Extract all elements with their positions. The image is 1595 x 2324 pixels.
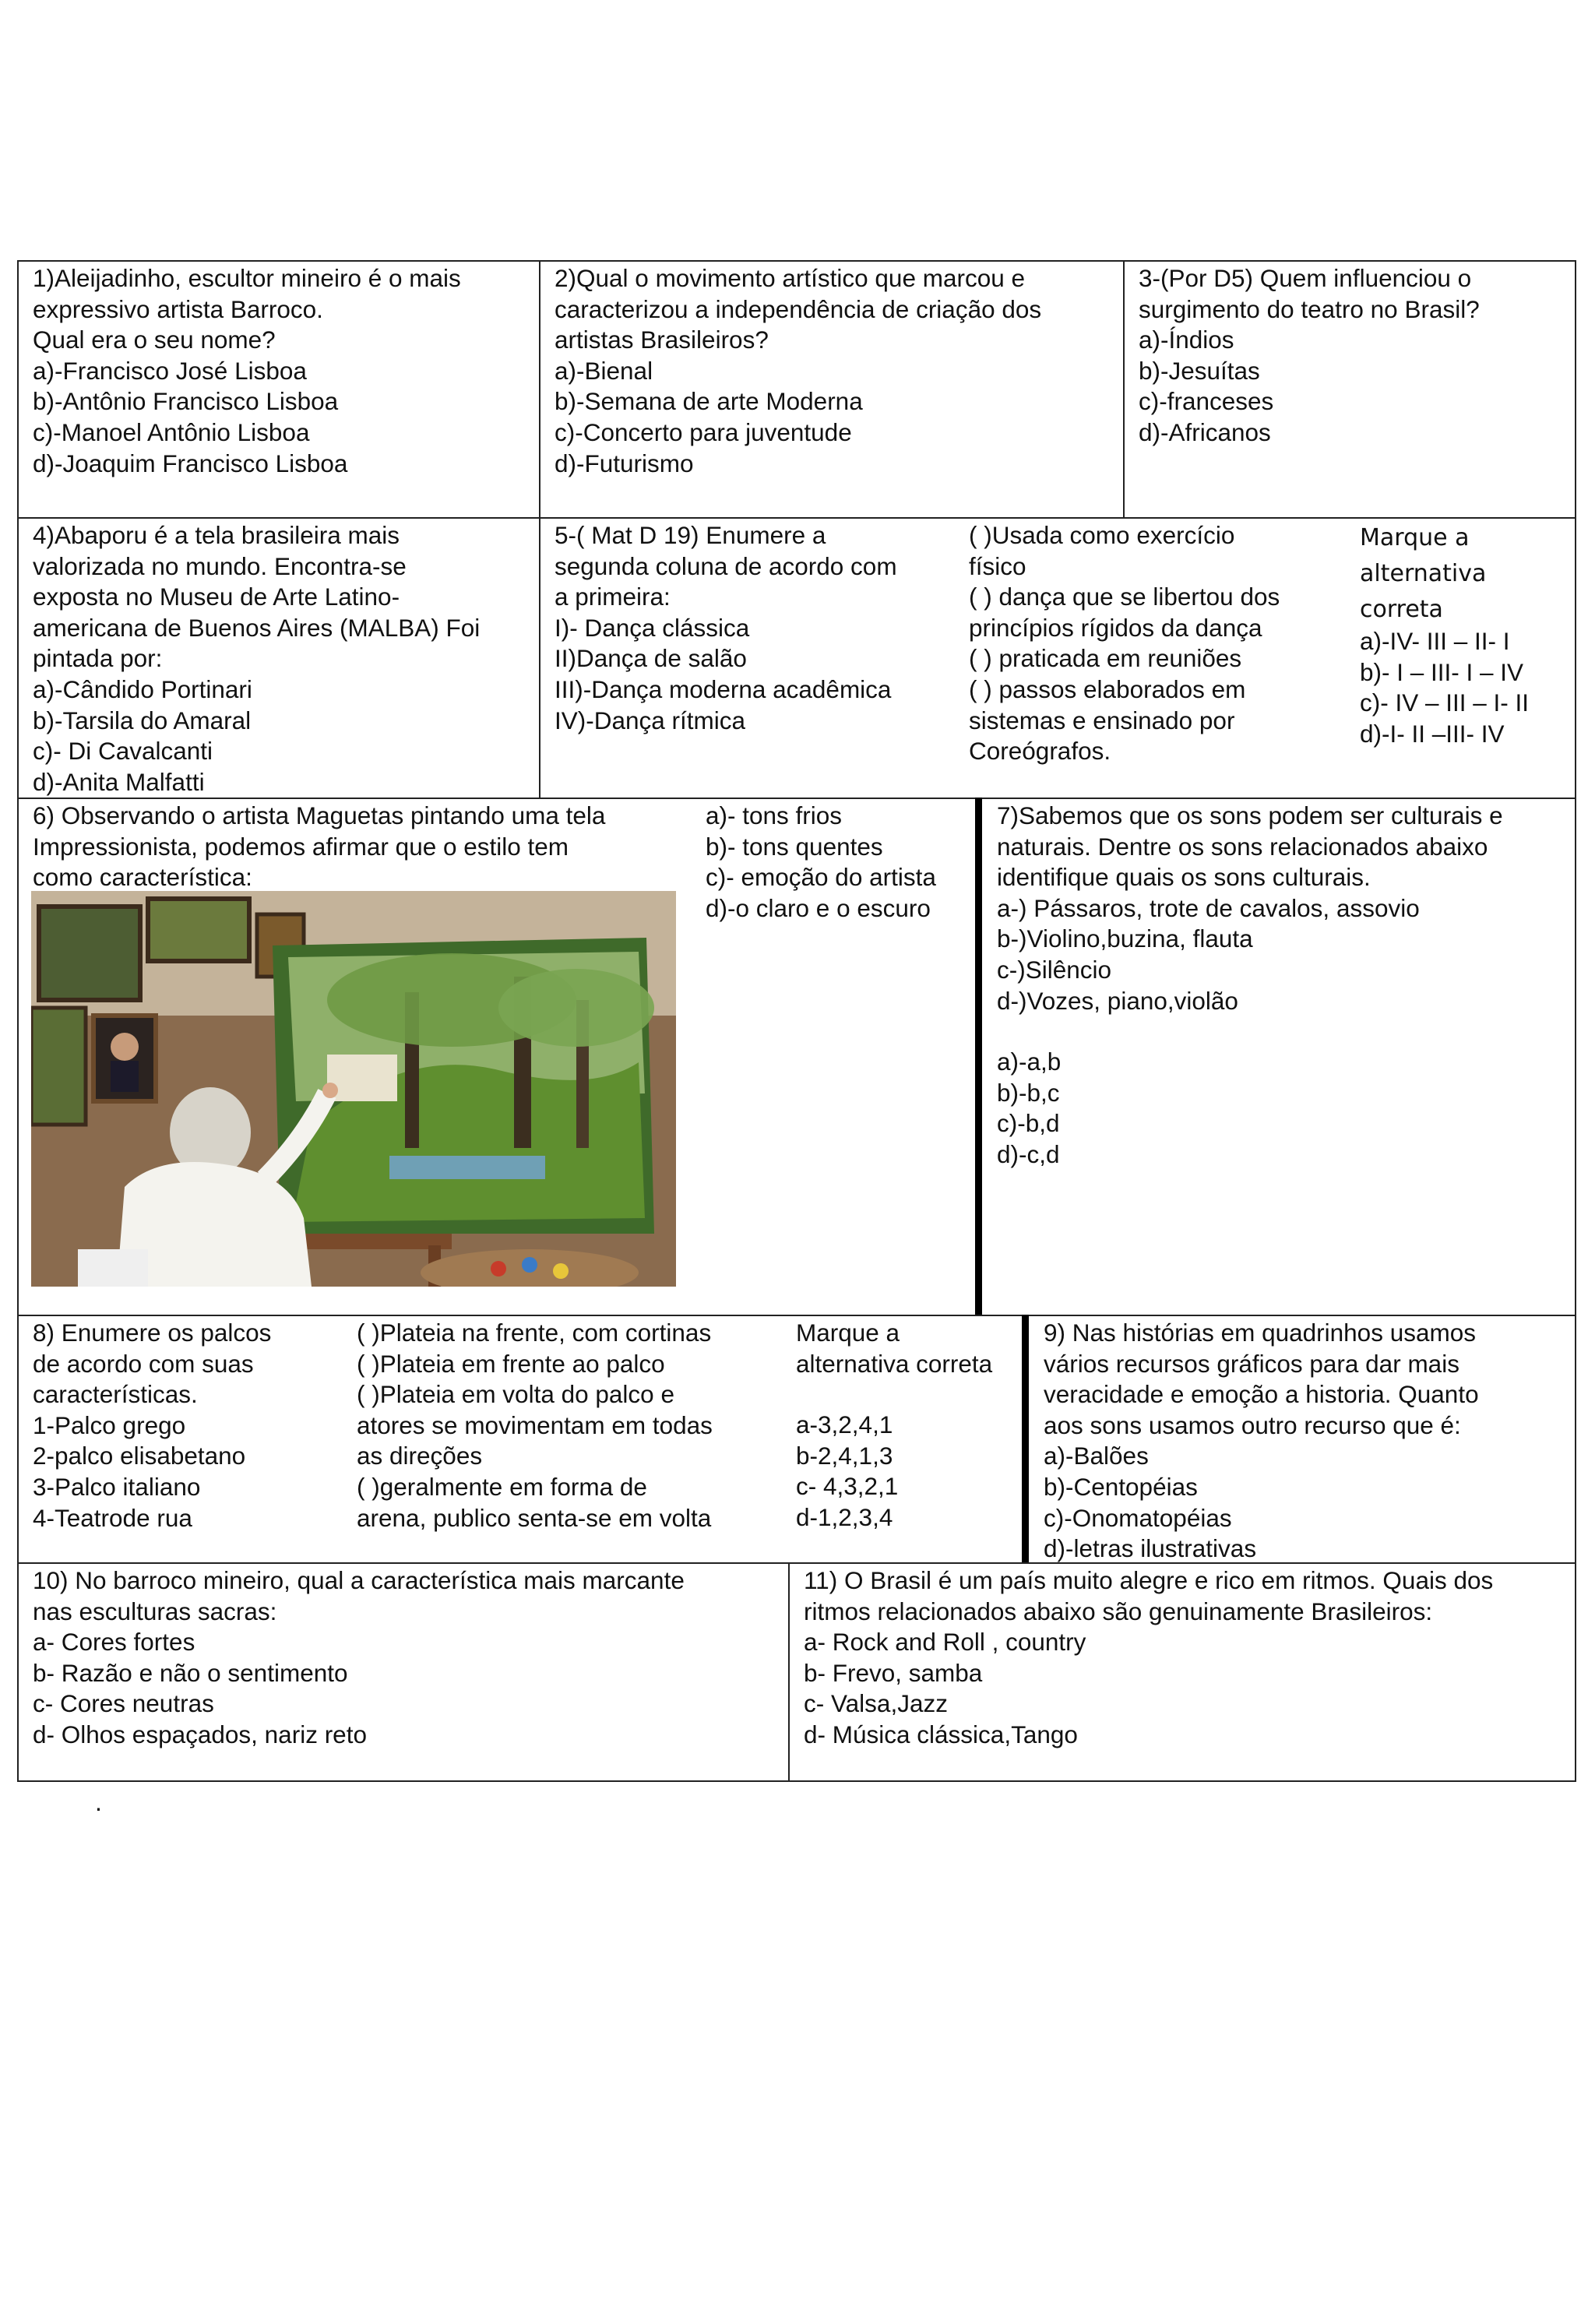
question-8 [19,1315,346,1537]
q6-option: d)-o claro e o escuro [706,893,931,922]
q8-item: 4-Teatrode rua [33,1503,192,1532]
q2-option: c)-Concerto para juventude [555,417,852,446]
q5-col2-line: Coreógrafos. [969,737,1111,766]
q5-col2-line: sistemas e ensinado por [969,706,1235,734]
question-1 [19,260,539,482]
q5-col2-line: ( ) passos elaborados em [969,674,1246,703]
question-5-column-2 [953,517,1366,770]
q10-line: 10) No barroco mineiro, qual a característica mais marcante [33,1566,685,1594]
q7-option: d-)Vozes, piano,violão [997,986,1238,1015]
q8-answer-intro: alternativa correta [796,1349,993,1378]
q2-line: artistas Brasileiros? [555,326,769,354]
q8-line: características. [33,1380,198,1409]
q8-col2-line: ( )geralmente em forma de [357,1472,647,1501]
q6-option: b)- tons quentes [706,832,883,861]
q8-answer-intro: Marque a [796,1319,900,1347]
q8-col2-line: atores se movimentam em todas [357,1410,713,1439]
q8-col2-line: ( )Plateia na frente, com cortinas [357,1319,712,1347]
question-5-answers [1347,517,1573,631]
q8-item: 2-palco elisabetano [33,1442,246,1470]
q1-option: b)-Antônio Francisco Lisboa [33,387,339,416]
q5-item: I)- Dança clássica [555,613,750,642]
q7-line: naturais. Dentre os sons relacionados abaixo [997,832,1488,861]
q11-option: c- Valsa,Jazz [804,1689,948,1718]
q8-col2-line: arena, publico senta-se em volta [357,1503,712,1532]
q10-option: c- Cores neutras [33,1689,214,1718]
q8-answer-option: d-1,2,3,4 [796,1502,893,1531]
q7-option: b-)Violino,buzina, flauta [997,924,1253,953]
q5-line: a primeira: [555,583,671,611]
q5-item: III)-Dança moderna acadêmica [555,674,892,703]
q5-answer-intro: alternativa [1360,560,1487,587]
q5-answer-intro: correta [1360,596,1443,623]
q6-option: a)- tons frios [706,801,843,829]
q4-line: 4)Abaporu é a tela brasileira mais [33,521,400,549]
q11-option: b- Frevo, samba [804,1658,983,1687]
q11-option: a- Rock and Roll , country [804,1628,1086,1657]
q8-col2-line: ( )Plateia em frente ao palco [357,1349,665,1378]
q11-line: 11) O Brasil é um país muito alegre e rico em ritmos. Quais dos [804,1566,1494,1594]
q1-option: d)-Joaquim Francisco Lisboa [33,449,348,477]
q9-option: d)-letras ilustrativas [1044,1534,1257,1563]
row3-divider-thick [975,798,982,1315]
question-5-answer-options [1347,623,1573,752]
q8-item: 3-Palco italiano [33,1472,201,1501]
q8-answer-option: a-3,2,4,1 [796,1410,893,1439]
q5-col2-line: ( ) praticada em reuniões [969,644,1242,673]
q9-line: aos sons usamos outro recurso que é: [1044,1410,1461,1439]
q3-option: c)-franceses [1139,387,1274,416]
table-right-border [1575,260,1576,1782]
q6-line: como característica: [33,863,252,892]
q10-option: d- Olhos espaçados, nariz reto [33,1720,367,1748]
q4-line: exposta no Museu de Arte Latino- [33,583,400,611]
q8-col2-line: as direções [357,1442,483,1470]
q7-line: identifique quais os sons culturais. [997,863,1371,892]
question-8-answers [780,1315,1022,1537]
q9-line: 9) Nas histórias em quadrinhos usamos [1044,1319,1477,1347]
q3-option: d)-Africanos [1139,417,1271,446]
question-8-column-2 [341,1315,793,1537]
artist-painting-photo [31,891,676,1287]
q7-option: a-) Pássaros, trote de cavalos, assovio [997,893,1420,922]
q8-answer-option: b-2,4,1,3 [796,1441,893,1470]
q9-line: vários recursos gráficos para dar mais [1044,1349,1459,1378]
q9-option: b)-Centopéias [1044,1472,1198,1501]
question-3 [1125,260,1575,452]
q1-line: 1)Aleijadinho, escultor mineiro é o mais [33,264,461,292]
question-9 [1030,1315,1575,1568]
q5-line: segunda coluna de acordo com [555,551,897,580]
q5-answer-option: b)- I – III- I – IV [1360,657,1524,686]
q5-answer-option: a)-IV- III – II- I [1360,627,1510,655]
q1-line: expressivo artista Barroco. [33,294,323,323]
q1-option: a)-Francisco José Lisboa [33,356,307,385]
q8-line: 8) Enumere os palcos [33,1319,272,1347]
q3-line: surgimento do teatro no Brasil? [1139,294,1480,323]
question-10 [19,1562,788,1754]
q5-answer-option: c)- IV – III – I- II [1360,688,1530,717]
q6-line: 6) Observando o artista Maguetas pintando uma tela [33,801,606,829]
question-7 [983,798,1575,1174]
q4-option: a)-Cândido Portinari [33,674,252,703]
q7-answer: c)-b,d [997,1109,1060,1138]
q7-answer: b)-b,c [997,1078,1060,1107]
question-6-options [692,798,975,927]
question-11 [790,1562,1575,1754]
q4-option: c)- Di Cavalcanti [33,737,213,766]
q4-line: americana de Buenos Aires (MALBA) Foi [33,613,481,642]
q1-line: Qual era o seu nome? [33,326,276,354]
q5-col2-line: princípios rígidos da dança [969,613,1262,642]
artist-painting-illustration [31,891,676,1287]
q9-option: a)-Balões [1044,1442,1149,1470]
q5-col2-line: ( )Usada como exercício [969,521,1235,549]
question-5 [540,517,961,739]
q8-item: 1-Palco grego [33,1410,186,1439]
table-left-border [17,260,19,1782]
question-2 [540,260,1123,482]
footer-dot: . [95,1788,102,1816]
q4-line: pintada por: [33,644,163,673]
q7-option: c-)Silêncio [997,955,1112,984]
q5-col2-line: ( ) dança que se libertou dos [969,583,1280,611]
q1-option: c)-Manoel Antônio Lisboa [33,417,310,446]
q6-line: Impressionista, podemos afirmar que o estilo tem [33,832,569,861]
q7-answer: a)-a,b [997,1048,1062,1076]
q10-option: b- Razão e não o sentimento [33,1658,348,1687]
q7-answer: d)-c,d [997,1139,1060,1168]
q4-line: valorizada no mundo. Encontra-se [33,551,407,580]
q5-answer-intro: Marque a [1360,524,1470,551]
q6-option: c)- emoção do artista [706,863,936,892]
q2-option: a)-Bienal [555,356,653,385]
q3-option: b)-Jesuítas [1139,356,1260,385]
question-6 [19,798,704,896]
q5-item: II)Dança de salão [555,644,747,673]
q11-line: ritmos relacionados abaixo são genuinamente Brasileiros: [804,1597,1433,1625]
q8-line: de acordo com suas [33,1349,254,1378]
table-bottom-border [17,1780,1576,1782]
q8-answer-option: c- 4,3,2,1 [796,1472,899,1501]
question-4 [19,517,539,801]
q2-line: 2)Qual o movimento artístico que marcou e [555,264,1026,292]
q5-answer-option: d)-I- II –III- IV [1360,719,1505,748]
q5-item: IV)-Dança rítmica [555,706,746,734]
q9-line: veracidade e emoção a historia. Quanto [1044,1380,1479,1409]
q7-line: 7)Sabemos que os sons podem ser culturais e [997,801,1503,829]
q11-option: d- Música clássica,Tango [804,1720,1078,1748]
q9-option: c)-Onomatopéias [1044,1503,1232,1532]
q2-option: d)-Futurismo [555,449,694,477]
q2-option: b)-Semana de arte Moderna [555,387,863,416]
q4-option: b)-Tarsila do Amaral [33,706,252,734]
q8-col2-line: ( )Plateia em volta do palco e [357,1380,674,1409]
row4-divider-thick [1022,1315,1029,1562]
q5-line: 5-( Mat D 19) Enumere a [555,521,826,549]
q4-option: d)-Anita Malfatti [33,767,205,796]
q10-option: a- Cores fortes [33,1628,195,1657]
q3-option: a)-Índios [1139,326,1234,354]
q10-line: nas esculturas sacras: [33,1597,277,1625]
q5-col2-line: físico [969,551,1026,580]
q3-line: 3-(Por D5) Quem influenciou o [1139,264,1472,292]
q2-line: caracterizou a independência de criação dos [555,294,1042,323]
